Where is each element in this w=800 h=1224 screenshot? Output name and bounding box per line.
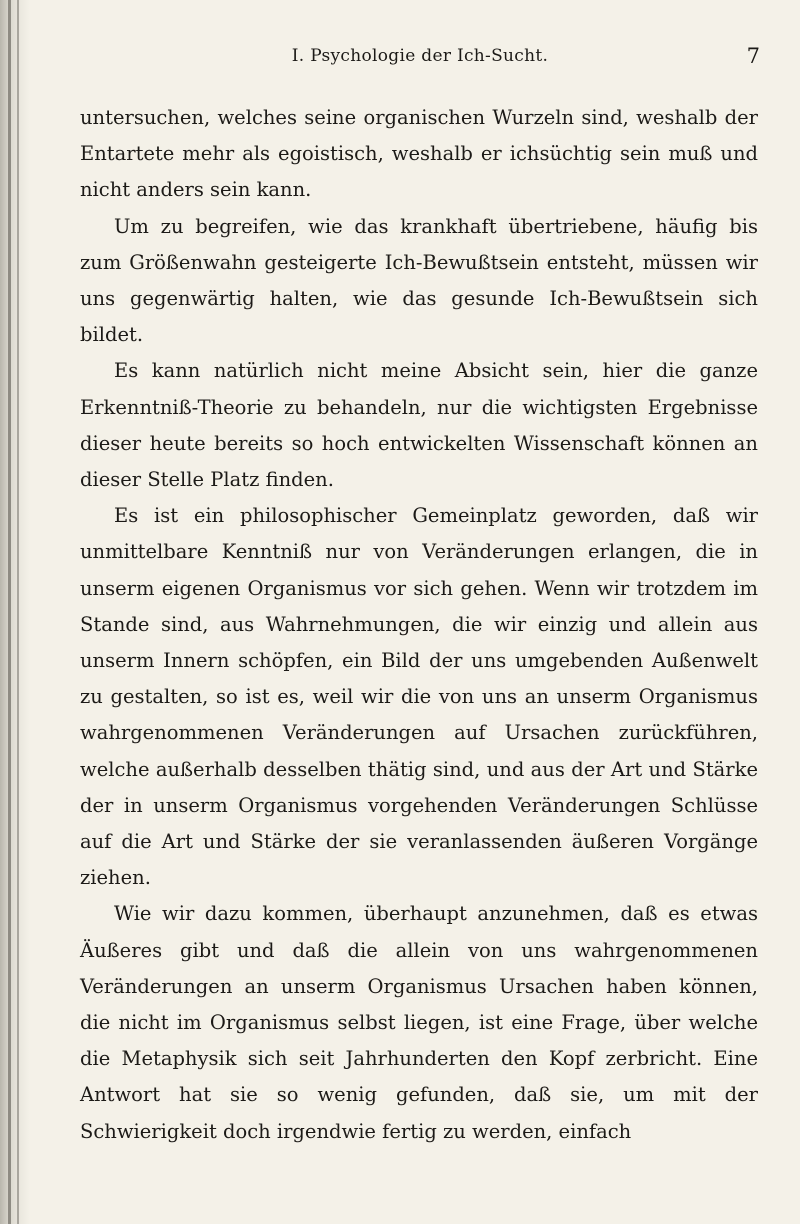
paragraph: Um zu begreifen, wie das krankhaft übertriebene, häufig bis zum Größenwahn gesteigerte Ich-Bewußtsein entsteht, müssen wir uns gegenwärtig halten, wie das gesunde Ich-Bewußtsein sich bildet. — [80, 214, 758, 347]
page-header — [80, 46, 760, 76]
spine-edge-line — [8, 0, 11, 1224]
paragraph-continued: untersuchen, welches seine organischen Wurzeln sind, weshalb der Entartete mehr als egoistisch, weshalb er ichsüchtig sein muß und nicht anders sein kann. — [80, 106, 758, 202]
running-head: I. Psychologie der Ich-Sucht. — [291, 46, 549, 66]
paragraph: Es ist ein philosophischer Gemeinplatz geworden, daß wir unmittelbare Kenntniß nur von Veränderungen erlangen, die in unserm eigenen Organismus vor sich gehen. Wenn wir trotzdem im Stande sind, aus Wahrnehmungen, die wir einzig und allein aus unserm Innern schöpfen, ein Bild der uns umgebenden Außenwelt zu gestalten, so ist es, weil wir die von uns an unserm Organismus wahrgenommenen Veränderungen auf Ursachen zurückführen, welche außerhalb desselben thätig sind, und aus der Art und Stärke der in unserm Organismus vorgehenden Veränderungen Schlüsse auf die Art und Stärke der sie veranlassenden äußeren Vorgänge ziehen. — [80, 504, 758, 890]
book-spine-shadow — [0, 0, 30, 1224]
paragraph: Wie wir dazu kommen, überhaupt anzunehmen, daß es etwas Äußeres gibt und daß die allein von uns wahrgenommenen Veränderungen an unserm Organismus Ursachen haben können, die nicht im Organismus selbst liegen, ist eine Frage, über welche die Metaphysik sich seit Jahrhunderten den Kopf zerbricht. Eine Antwort hat sie so wenig gefunden, daß sie, um mit der Schwierigkeit doch irgendwie fertig zu werden, einfach — [80, 902, 758, 1143]
spine-edge-line-inner — [17, 0, 19, 1224]
body-text — [80, 100, 758, 1150]
paragraph: Es kann natürlich nicht meine Absicht sein, hier die ganze Erkenntniß-Theorie zu behandeln, nur die wichtigsten Ergebnisse dieser heute bereits so hoch entwickelten Wissenschaft können an dieser Stelle Platz finden. — [80, 359, 758, 492]
page-number: 7 — [746, 44, 760, 68]
